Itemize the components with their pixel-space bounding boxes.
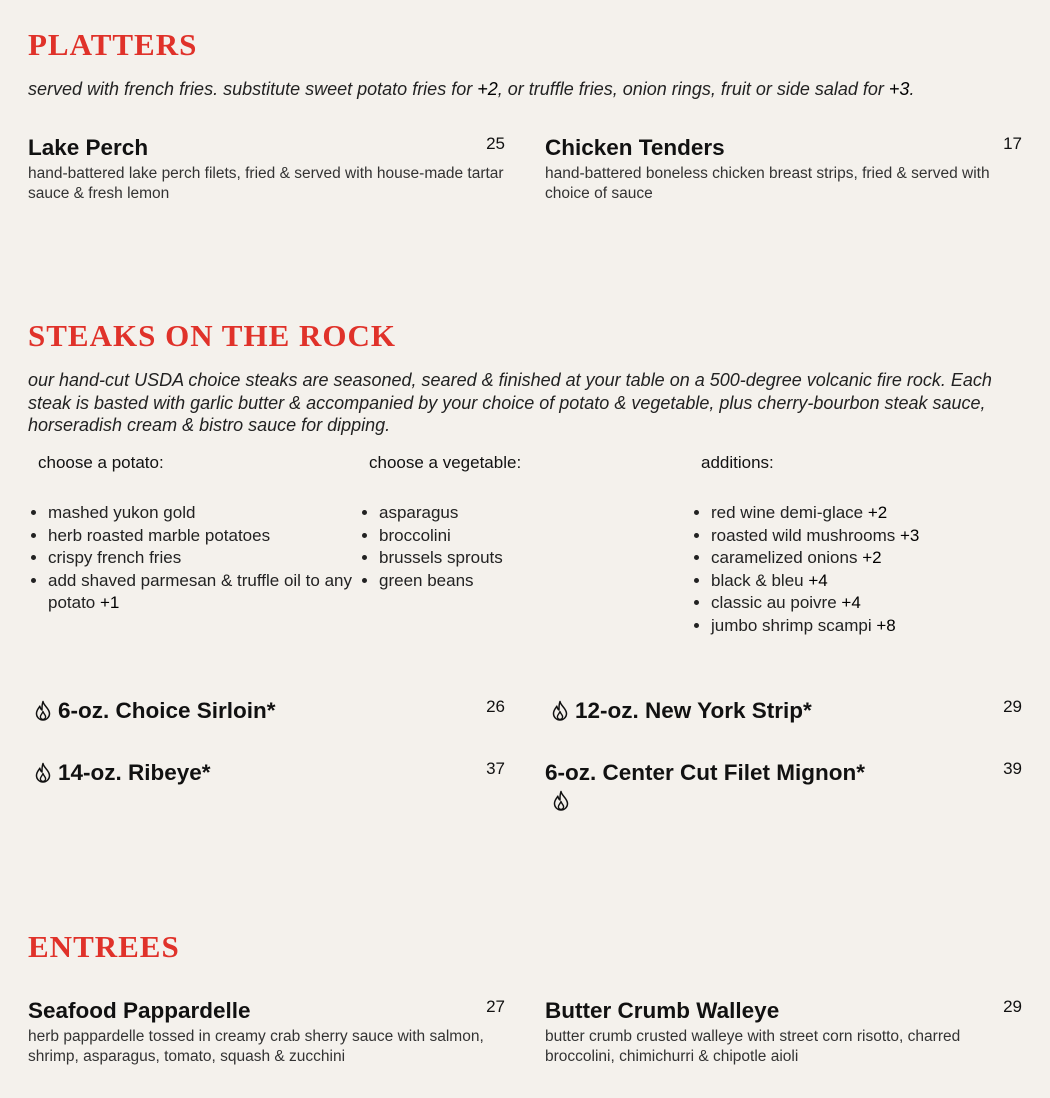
item-name: Chicken Tenders: [545, 135, 725, 160]
platters-note-middle: , or truffle fries, onion rings, fruit or side salad for: [497, 79, 889, 99]
item-description: butter crumb crusted walleye with street corn risotto, charred broccolini, chimichurri & chipotle aioli: [545, 1028, 961, 1065]
additions-heading: additions:: [701, 453, 774, 472]
list-item: • roasted wild mushrooms +3: [711, 525, 1031, 548]
potato-list: [28, 502, 358, 615]
menu-item-filet-mignon: [545, 760, 1022, 817]
menu-item-chicken-tenders: [545, 135, 1022, 204]
item-price: 29: [1003, 997, 1022, 1016]
item-description: hand-battered boneless chicken breast strips, fried & served with choice of sauce: [545, 165, 990, 202]
section-title-steaks: STEAKS ON THE ROCK: [28, 318, 396, 353]
steaks-note: our hand-cut USDA choice steaks are seasoned, seared & finished at your table on a 500-degree volcanic fire rock. Each steak is basted with garlic butter & accompanied by your choice of potato & vegetable, plus cherry-bourbon steak sauce, horseradish cream & bistro sauce for dipping.: [28, 370, 992, 435]
platters-note: [28, 78, 1010, 101]
item-price: 37: [486, 759, 505, 778]
item-name-row: [551, 698, 1022, 724]
item-description: herb pappardelle tossed in creamy crab sherry sauce with salmon, shrimp, asparagus, tomato, squash & zucchini: [28, 1028, 484, 1065]
item-price: 29: [1003, 697, 1022, 716]
list-item: • asparagus: [379, 502, 679, 525]
list-item: • classic au poivre +4: [711, 592, 1031, 615]
platters-note-price2: +3: [888, 79, 910, 99]
menu-item-sirloin: [34, 698, 505, 724]
item-description: hand-battered lake perch filets, fried & served with house-made tartar sauce & fresh lemon: [28, 165, 504, 202]
list-item: • herb roasted marble potatoes: [48, 525, 358, 548]
flame-icon: [552, 790, 570, 812]
menu-item-ribeye: [34, 760, 505, 786]
item-price: 39: [1003, 759, 1022, 778]
section-title-entrees: ENTREES: [28, 929, 180, 964]
item-name-row: [34, 698, 505, 724]
item-name: 14-oz. Ribeye*: [58, 760, 211, 785]
flame-icon: [34, 700, 52, 722]
item-price: 27: [486, 997, 505, 1016]
item-name: 6-oz. Center Cut Filet Mignon*: [545, 760, 865, 785]
menu-item-lake-perch: [28, 135, 505, 204]
list-item: • broccolini: [379, 525, 679, 548]
item-name: 12-oz. New York Strip*: [575, 698, 812, 723]
item-name: 6-oz. Choice Sirloin*: [58, 698, 276, 723]
vegetable-list: [359, 502, 679, 592]
flame-icon: [34, 762, 52, 784]
item-name: Seafood Pappardelle: [28, 998, 251, 1023]
menu-item-new-york-strip: [551, 698, 1022, 724]
vegetable-heading: choose a vegetable:: [369, 453, 522, 472]
item-price: 26: [486, 697, 505, 716]
item-price: 17: [1003, 134, 1022, 153]
additions-list: [691, 502, 1031, 637]
list-item: • red wine demi-glace +2: [711, 502, 1031, 525]
flame-icon: [551, 700, 569, 722]
list-item: • mashed yukon gold: [48, 502, 358, 525]
list-item: • caramelized onions +2: [711, 547, 1031, 570]
platters-note-prefix: served with french fries. substitute sweet potato fries for: [28, 79, 478, 99]
list-item: • green beans: [379, 570, 679, 593]
item-name: Lake Perch: [28, 135, 149, 160]
list-item: • brussels sprouts: [379, 547, 679, 570]
list-item: • jumbo shrimp scampi +8: [711, 615, 1031, 638]
item-name-row: [34, 760, 505, 786]
platters-note-end: .: [909, 79, 915, 99]
list-item: • crispy french fries: [48, 547, 358, 570]
potato-heading: choose a potato:: [38, 453, 164, 472]
list-item: • black & bleu +4: [711, 570, 1031, 593]
section-title-platters: PLATTERS: [28, 27, 198, 62]
menu-item-seafood-pappardelle: [28, 998, 505, 1067]
platters-note-price1: +2: [477, 79, 498, 99]
menu-item-butter-crumb-walleye: [545, 998, 1022, 1067]
item-price: 25: [486, 134, 505, 153]
item-name: Butter Crumb Walleye: [545, 998, 780, 1023]
list-item: • add shaved parmesan & truffle oil to any potato +1: [48, 570, 358, 615]
